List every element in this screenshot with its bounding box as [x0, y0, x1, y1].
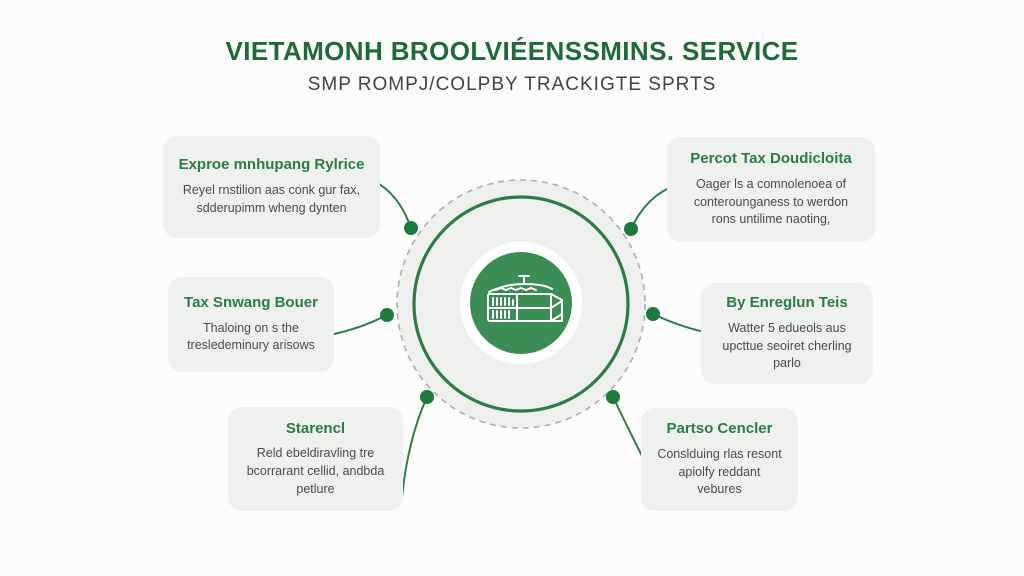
solid-green-ring: [414, 197, 628, 411]
dashed-ring: [397, 180, 645, 428]
card-body: Oager ls a comnolenoea of conterounganess to werdon rons untilime naoting,: [693, 176, 849, 227]
infographic-title: VIETAMONH BROOLVIÉENSSMINS. SERVICE: [225, 36, 799, 66]
infographic-subtitle: SMP ROMPJ/COLPBY TRACKIGTE SPRTS: [307, 74, 717, 95]
card-title: Percot Tax Doudicloita: [690, 150, 852, 167]
card-title: Partso Cencler: [666, 420, 773, 437]
card-title: Starencl: [285, 419, 346, 437]
card-body: Conslduing rlas resont apiolfy reddant vebures: [657, 446, 782, 497]
card-body: Watter 5 edueols aus upcttue seoiret cherling parlo: [722, 320, 852, 371]
card-title: Tax Snwang Bouer: [184, 293, 318, 311]
connector-top-left: [379, 184, 411, 228]
connector-bottom-left: [402, 397, 427, 497]
hub-dot-mid-right: [646, 307, 660, 321]
card-title: By Enreglun Teis: [726, 294, 848, 311]
card-body: Reyel rnstilion aas conk gur fax, sdderupimm wheng dynten: [182, 183, 361, 215]
card-mid-left: [168, 277, 334, 372]
white-ring: [460, 242, 582, 364]
connector-top-right: [631, 189, 667, 229]
ledger-box-icon: [488, 276, 562, 321]
card-bottom-right: [641, 408, 798, 511]
hub-dots: [380, 221, 660, 404]
connector-bottom-right: [613, 397, 642, 456]
hub-dot-top-left: [404, 221, 418, 235]
card-mid-right: [701, 283, 873, 384]
card-top-left: [163, 136, 380, 238]
header: [0, 36, 1024, 96]
connector-mid-left: [334, 315, 387, 334]
card-top-right: [667, 137, 875, 242]
hub-dot-bottom-left: [420, 390, 434, 404]
card-bottom-left: [228, 407, 403, 511]
card-title: Exproe mnhupang Rylrice: [178, 156, 365, 174]
inner-green-circle: [470, 252, 572, 354]
hub-dot-top-right: [624, 222, 638, 236]
hub-dot-mid-left: [380, 308, 394, 322]
connector-mid-right: [653, 314, 700, 331]
hub-dot-bottom-right: [606, 390, 620, 404]
card-body: Reld ebeldiravling tre bcorrarant cellid, andbda petlure: [246, 446, 385, 496]
card-body: Thaloing on s the tresledeminury arisows: [187, 320, 315, 353]
